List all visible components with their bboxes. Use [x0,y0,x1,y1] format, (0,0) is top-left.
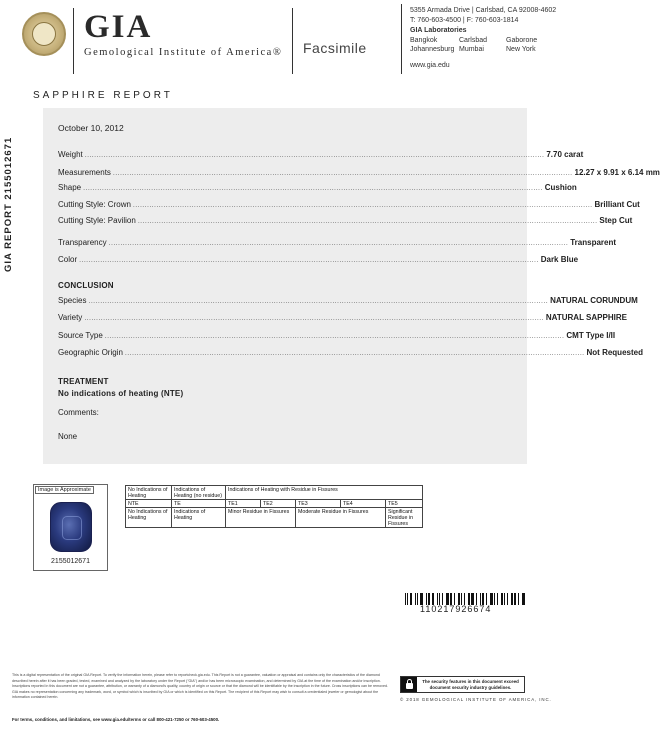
conclusion-heading: CONCLUSION [58,281,114,290]
header-divider [292,8,293,74]
detail-value: NATURAL CORUNDUM [550,296,638,305]
stone-image-box [33,484,108,571]
institute-name: Gemological Institute of America® [84,47,283,58]
table-row [126,508,423,528]
detail-label: Source Type [58,331,103,340]
sapphire-image [50,502,92,552]
barcode-bar [494,593,495,605]
barcode-bar [415,593,416,605]
city: New York [506,46,536,53]
image-report-number: 2155012671 [51,558,90,565]
detail-value: NATURAL SAPPHIRE [545,313,627,322]
header-divider [73,8,74,74]
barcode-bar [410,593,412,605]
detail-row-color [58,254,579,266]
barcode-bar [407,593,408,605]
table-cell: Indications of Heating [172,508,226,528]
conclusion-row-species [58,295,638,307]
table-cell: TE5 [386,500,423,508]
city: Gaborone [506,36,538,44]
table-cell: NTE [126,500,172,508]
report-header [0,0,557,80]
detail-row-shape [58,182,577,194]
gia-logo: GIA [84,9,153,45]
table-cell: Significant Residue in Fissures [386,508,423,528]
detail-value: Brilliant Cut [594,200,640,209]
leader-dots: .................................................................................................................................................................................................... [79,257,539,264]
header-divider [401,4,402,74]
detail-label: Measurements [58,168,111,177]
comments-value: None [58,432,78,441]
table-cell: Indications of Heating (no residue) [172,486,226,500]
barcode-bar [507,593,508,605]
security-notice [400,676,525,693]
labs-title: GIA Laboratories [410,27,467,34]
barcode-bar [501,593,503,605]
city: Mumbai [459,46,484,53]
barcode-bar [514,593,516,605]
report-number-vertical: GIA REPORT 2155012671 [3,136,14,272]
facsimile-label: Facsimile [303,40,367,56]
lock-icon [401,677,417,692]
address-line: 5355 Armada Drive | Carlsbad, CA 92008-4602 [410,7,557,14]
phone-line: T: 760-603-4500 | F: 760-603-1814 [410,16,519,24]
detail-row-pavilion [58,215,633,227]
barcode-bar [504,593,505,605]
leader-dots: .................................................................................................................................................................................................... [88,298,549,305]
detail-label: Cutting Style: Crown [58,200,131,209]
detail-value: Dark Blue [540,255,579,264]
leader-dots: .................................................................................................................................................................................................... [84,315,544,322]
leader-dots: .................................................................................................................................................................................................... [112,170,573,177]
barcode-number: 110217926674 [420,604,492,614]
detail-label: Transparency [58,238,107,247]
treatment-heading: TREATMENT [58,377,109,386]
image-caption: Image is Approximate [35,486,94,494]
disclaimer-text: This is a digital representation of the original GIA Report. To verify the information herein, please refer to reportcheck.gia.edu. This Report is not a guarantee, valuation or appraisal and contains only the characteristics of the diamond described herein after it has been graded, tested, examined and analyzed by the laboratory under the Report ("GIA") and/or has been microscopic examination, and determined by GIA at the time of the examination and/or inscription. Inscriptions reported in this document are not a guarantee, attribution, or warranty of a diamond's quality, country of origin or source or that the diamond will be identifiable by the inscription in the future. Cross inscriptions can be removed. GIA makes no representation concerning any trademark, word, or symbol which is inscribed by GIA or which is identified on this Report. The recipient of this Report may wish to consult a credentialed jeweler or gemologist about the information contained herein. [12,673,388,700]
detail-row-measurements [58,167,660,179]
detail-label: Cutting Style: Pavilion [58,216,136,225]
treatment-value: No indications of heating (NTE) [58,389,184,398]
leader-dots: .................................................................................................................................................................................................... [137,218,598,225]
barcode-bar [417,593,418,605]
lab-cities [410,36,556,55]
detail-label: Weight [58,150,83,159]
city: Johannesburg [410,46,455,53]
report-title: SAPPHIRE REPORT [33,90,173,101]
website-link[interactable]: www.gia.edu [410,61,450,69]
terms-link[interactable]: For terms, conditions, and limitations, see www.gia.edu/terms or call 800-421-7250 or 760-603-4500. [12,717,220,722]
leader-dots: .................................................................................................................................................................................................... [83,185,543,192]
security-text: The security features in this document exceed document security industry guidelines. [422,679,519,690]
table-row [126,486,423,500]
detail-label: Variety [58,313,83,322]
detail-row-weight [58,149,584,161]
table-cell: No Indications of Heating [126,486,172,500]
table-cell: Indications of Heating with Residue in Fissures [226,486,423,500]
conclusion-row-source-type [58,330,616,342]
gia-seal-icon [22,12,66,56]
table-cell: TE4 [341,500,386,508]
barcode-bar [511,593,513,605]
detail-row-transparency [58,237,617,249]
city: Bangkok [410,36,438,44]
table-cell: Minor Residue in Fissures [226,508,296,528]
city: Carlsbad [459,36,488,44]
conclusion-row-variety [58,312,627,324]
barcode-bar [405,593,406,605]
leader-dots: .................................................................................................................................................................................................... [84,152,545,159]
leader-dots: .................................................................................................................................................................................................... [108,240,569,247]
detail-label: Geographic Origin [58,348,123,357]
detail-value: Not Requested [586,348,643,357]
copyright: © 2018 GEMOLOGICAL INSTITUTE OF AMERICA, INC. [400,697,552,702]
table-cell: TE [172,500,226,508]
report-date: October 10, 2012 [58,123,124,133]
detail-value: 12.27 x 9.91 x 6.14 mm [574,168,660,177]
detail-label: Color [58,255,78,264]
table-cell: TE1 [226,500,261,508]
barcode-bar [518,593,519,605]
table-cell: No Indications of Heating [126,508,172,528]
detail-value: Step Cut [599,216,633,225]
leader-dots: .................................................................................................................................................................................................... [124,350,585,357]
table-row [126,500,423,508]
lab-address [410,6,556,70]
detail-value: Transparent [570,238,617,247]
barcode-bar [522,593,525,605]
detail-value: 7.70 carat [546,150,584,159]
leader-dots: .................................................................................................................................................................................................... [104,333,565,340]
detail-label: Species [58,296,87,305]
detail-value: CMT Type I/II [566,331,616,340]
comments-label: Comments: [58,408,99,417]
heating-key-table [125,485,423,528]
barcode-bar [497,593,498,605]
conclusion-row-origin [58,347,643,359]
table-cell: Moderate Residue in Fissures [296,508,386,528]
detail-row-crown [58,199,640,211]
table-cell: TE3 [296,500,341,508]
table-cell: TE2 [261,500,296,508]
detail-label: Shape [58,183,82,192]
leader-dots: .................................................................................................................................................................................................... [132,202,593,209]
detail-value: Cushion [544,183,577,192]
